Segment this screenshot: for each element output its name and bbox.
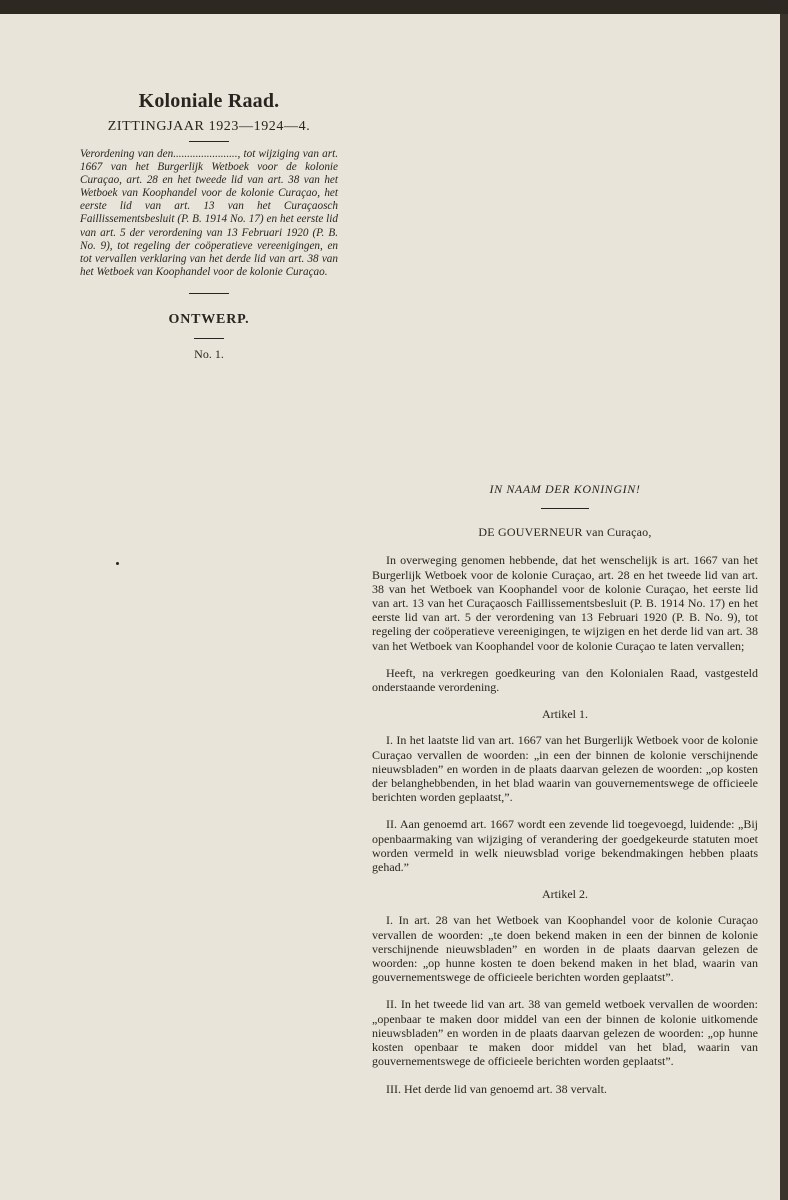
- spacer: [372, 1069, 758, 1082]
- scan-right-edge: [780, 14, 788, 1200]
- description-divider: [189, 293, 229, 294]
- article-1-paragraph-1: I. In het laatste lid van art. 1667 van het Burgerlijk Wetboek voor de kolonie Curaçao vervallen de woorden: „in een der binnen de kolonie verschijnende nieuwsbladen” en worden in de plaats daarvan gelezen de woorden: „op kosten der belanghebbenden, in het blad waarin van gouvernementswege de officieele berichten worden geplaatst,”.: [372, 733, 758, 805]
- spacer: [372, 874, 758, 887]
- draft-divider: [194, 338, 224, 339]
- invocation: IN NAAM DER KONINGIN!: [489, 482, 641, 496]
- article-2-paragraph-3: III. Het derde lid van genoemd art. 38 vervalt.: [386, 1081, 607, 1096]
- spacer: [372, 694, 758, 707]
- spacer: [372, 804, 758, 817]
- session-year: ZITTINGJAAR 1923—1924—4.: [107, 119, 311, 134]
- right-column: [372, 482, 758, 1096]
- document-page: [0, 14, 780, 1200]
- document-title: Koloniale Raad.: [138, 90, 280, 112]
- article-2-paragraph-2: II. In het tweede lid van art. 38 van gemeld wetboek vervallen de woorden: „openbaar te maken door middel van een der binnen de kolonie uitkomende nieuwsbladen” en worden in de plaats daarvan gelezen de woorden: „op hunne kosten openbaar te maken door middel van het blad, waarin van gouvernementswege de officieele berichten worden geplaatst”.: [372, 997, 758, 1069]
- scan-top-edge: [0, 0, 788, 14]
- title-divider: [189, 141, 229, 142]
- draft-label: ONTWERP.: [168, 311, 250, 327]
- article-1-heading: Artikel 1.: [542, 707, 588, 722]
- enactment-clause: Heeft, na verkregen goedkeuring van den Kolonialen Raad, vastgesteld onderstaande verordening.: [372, 665, 758, 695]
- ink-speck: [116, 562, 119, 565]
- spacer: [372, 653, 758, 666]
- spacer: [372, 984, 758, 997]
- article-1-paragraph-2: II. Aan genoemd art. 1667 wordt een zevende lid toegevoegd, luidende: „Bij openbaarmaking van wijziging of verandering der goedgekeurde statuten moet worden vermeld in welk nieuwsblad vorige bekendmakingen hebben plaats gehad.”: [372, 817, 758, 875]
- ordinance-description: Verordening van den......................., tot wijziging van art. 1667 van het Burgerlijk Wetboek voor de kolonie Curaçao, art. 28 en het tweede lid van art. 38 van het Wetboek van Koophandel voor de kolonie Curaçao, het eerste lid van art. 13 van het Curaçaosch Faillissementsbesluit (P. B. 1914 No. 17) en het eerste lid van art. 5 der verordening van 13 Februari 1920 (P. B. No. 9), tot regeling der coöperatieve vereenigingen, en tot vervallen verklaring van het derde lid van art. 38 van het Wetboek van Koophandel voor de kolonie Curaçao.: [80, 148, 338, 278]
- preamble: In overweging genomen hebbende, dat het wenschelijk is art. 1667 van het Burgerlijk Wetboek voor de kolonie Curaçao, art. 28 en het tweede lid van art. 38 van het Wetboek van Koophandel voor de kolonie Curaçao, het eerste lid van art. 13 van het Curaçaosch Faillissementsbesluit (P. B. 1914 No. 17) en het eerste lid van art. 5 der verordening van 13 Februari 1920 (P. B. No. 9), tot regeling der coöperatieve vereenigingen, te wijzigen en het derde lid van art. 38 van het Wetboek van Koophandel voor de kolonie Curaçao te laten vervallen;: [372, 553, 758, 653]
- article-2-paragraph-1: I. In art. 28 van het Wetboek van Koophandel voor de kolonie Curaçao vervallen de woorden: „te doen bekend maken in een der binnen de kolonie verschijnende nieuwsbladen” en worden in de plaats daarvan gelezen de woorden: „op hunne kosten te doen bekend maken in het blad, waarin van gouvernementswege de officieele berichten worden geplaatst”.: [372, 913, 758, 985]
- left-column: [80, 90, 338, 362]
- governor-line: DE GOUVERNEUR van Curaçao,: [478, 525, 652, 540]
- draft-heading: [80, 312, 338, 328]
- invocation-divider: [541, 508, 589, 509]
- article-2-heading: Artikel 2.: [542, 887, 588, 902]
- draft-number: No. 1.: [194, 346, 224, 361]
